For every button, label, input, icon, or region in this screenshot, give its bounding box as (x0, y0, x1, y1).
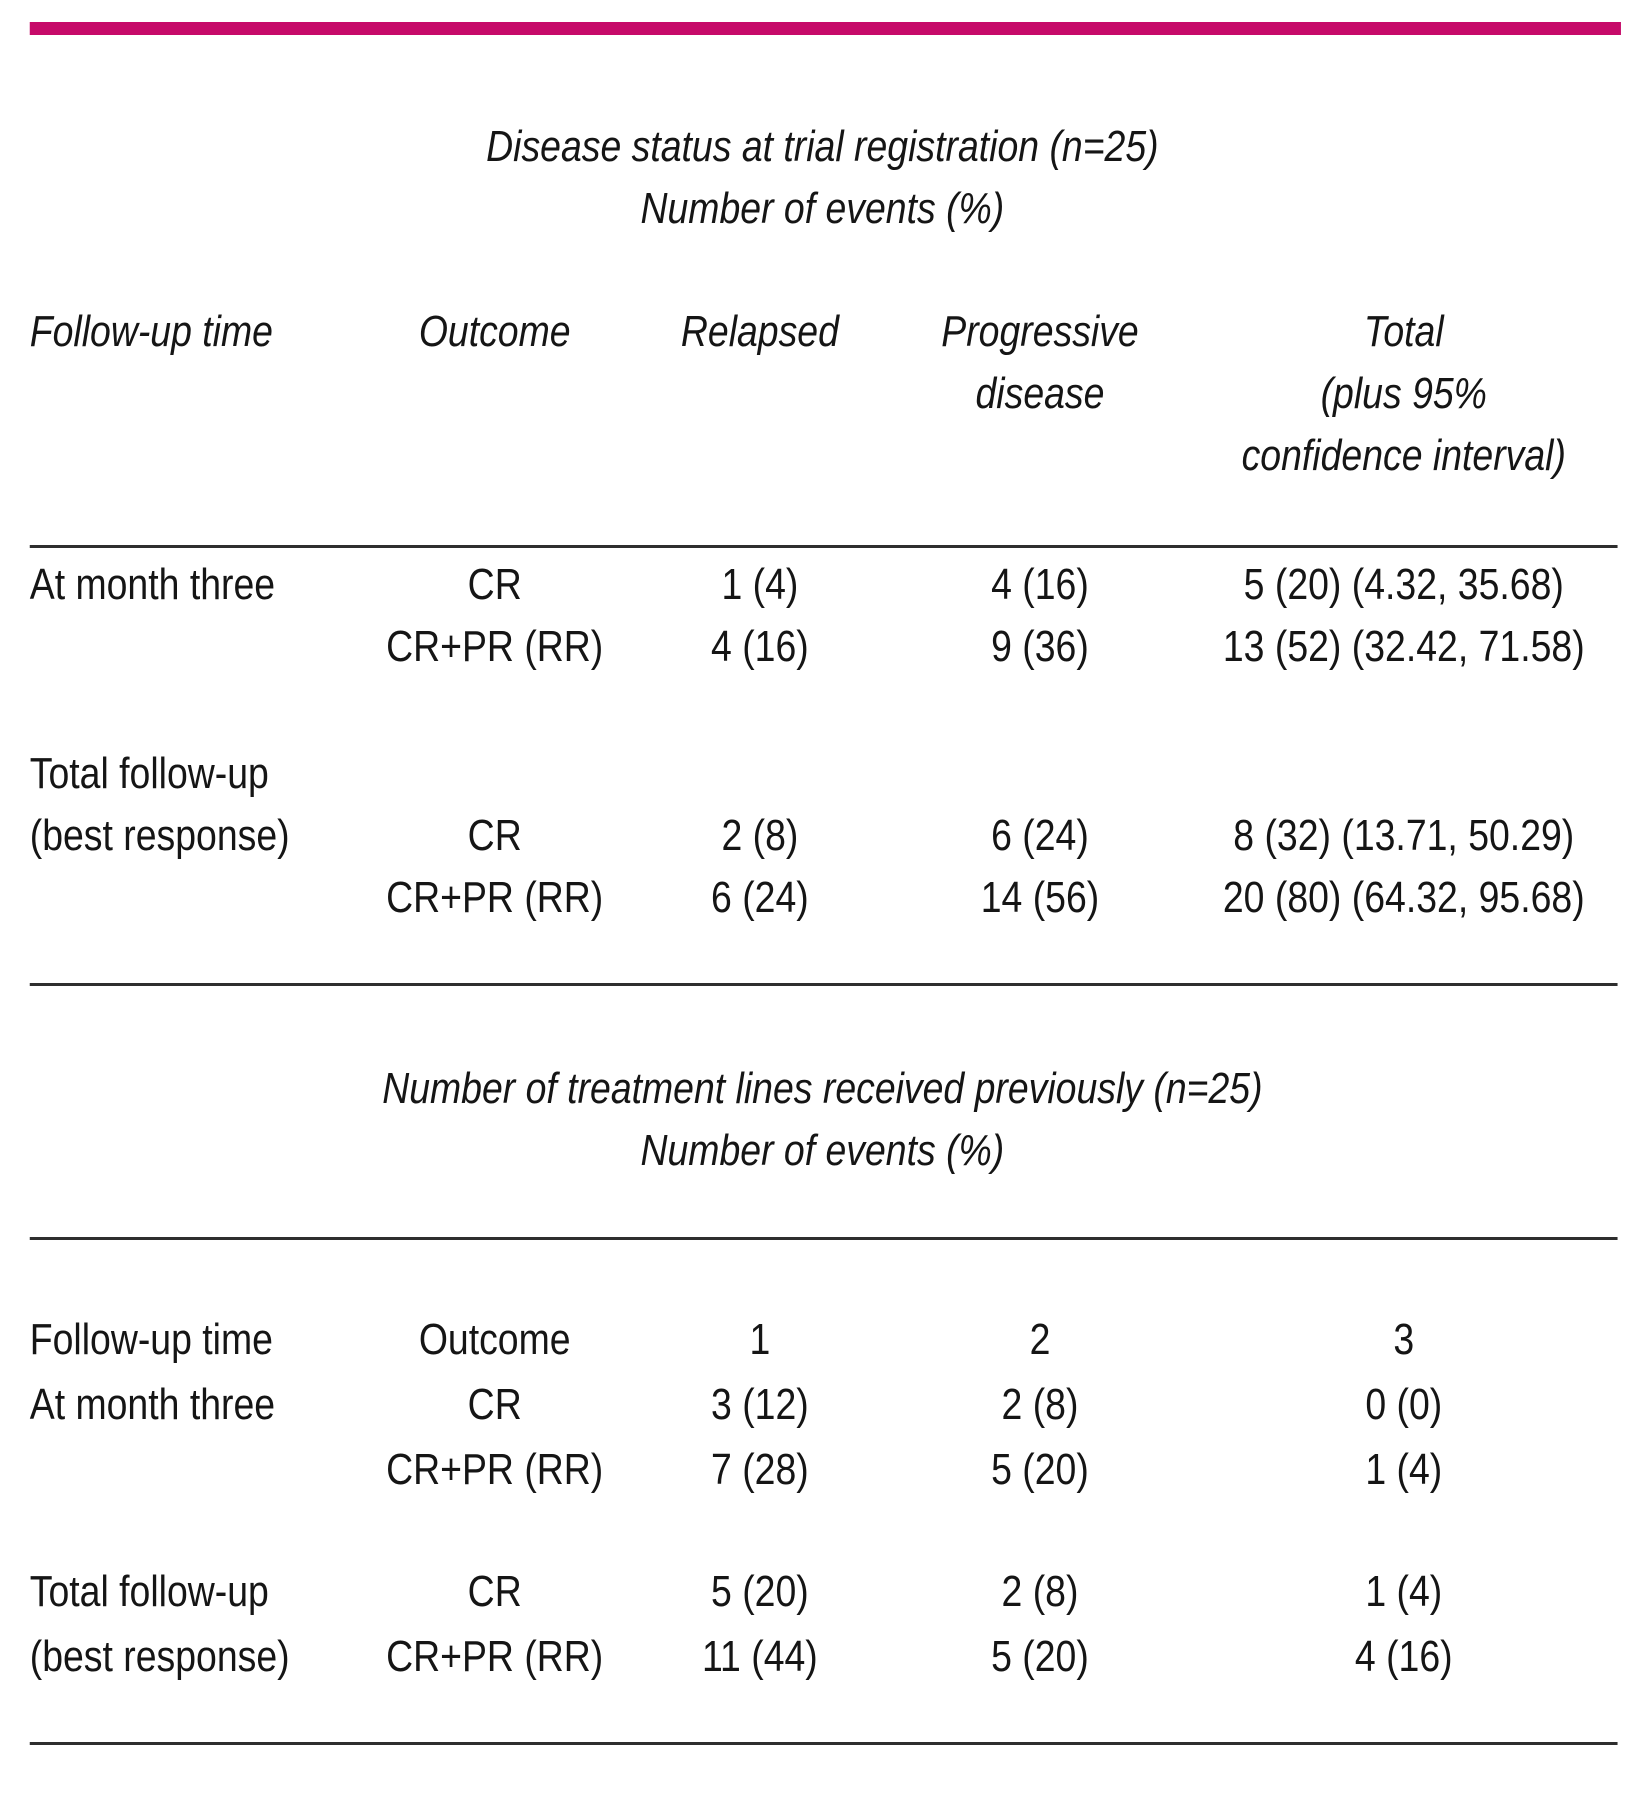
table2-r0-v1: 3 (12) (711, 1380, 809, 1429)
table1-header-total-ci (1190, 301, 1618, 487)
table2-r2-followup: Total follow-up (29, 1567, 269, 1616)
table2-r2-outcome: CR (467, 1567, 522, 1616)
table1-r0-followup: At month three (29, 560, 276, 609)
table1-header-progressive-disease (890, 301, 1190, 487)
table2-header-outcome: Outcome (418, 1315, 571, 1364)
table1-r4-relapsed: 6 (24) (711, 873, 809, 922)
table-row (30, 1624, 1618, 1689)
table1-r3-outcome: CR (467, 811, 522, 860)
table1-header-total-line2: (plus 95% (1320, 369, 1487, 418)
table-row (30, 867, 1618, 929)
table1-r2-relapsed (630, 743, 890, 805)
table1-r4-total: 20 (80) (64.32, 95.68) (1222, 873, 1585, 922)
table-row (30, 1437, 1618, 1502)
table2-r3-v1: 11 (44) (702, 1632, 818, 1681)
table1-r1-followup (30, 616, 360, 678)
table2-r3-followup: (best response) (29, 1632, 290, 1681)
table1-header-progressive-line2: disease (975, 369, 1105, 418)
table2-r1-v3: 1 (4) (1365, 1445, 1443, 1494)
table2-r1-outcome: CR+PR (RR) (386, 1445, 604, 1494)
table2-header-followup-time: Follow-up time (29, 1315, 273, 1364)
table2-title-line2: Number of events (%) (640, 1126, 1005, 1175)
table2-r2-v1: 5 (20) (711, 1567, 809, 1616)
table1-title (0, 116, 1645, 240)
table2-header-lines-1: 1 (749, 1315, 771, 1364)
table2-r3-v3: 4 (16) (1354, 1632, 1453, 1681)
table1-body (30, 554, 1618, 929)
table2-header-lines-2: 2 (1029, 1315, 1051, 1364)
table1-r2-followup: Total follow-up (29, 749, 269, 798)
table1-title-line1: Disease status at trial registration (n=25) (486, 122, 1159, 171)
table2-group-spacer (30, 1502, 1618, 1559)
table2-r0-followup: At month three (29, 1380, 276, 1429)
table1-r1-progressive: 9 (36) (991, 622, 1089, 671)
table1-r2-progressive (890, 743, 1190, 805)
table1-r3-relapsed: 2 (8) (721, 811, 799, 860)
table-row (30, 743, 1618, 805)
table2-r3-v2: 5 (20) (991, 1632, 1089, 1681)
table2-r0-outcome: CR (467, 1380, 522, 1429)
table1-r4-outcome: CR+PR (RR) (386, 873, 604, 922)
page (0, 22, 1645, 1745)
table-row (30, 554, 1618, 616)
table2-r3-outcome: CR+PR (RR) (386, 1632, 604, 1681)
table1-r3-progressive: 6 (24) (991, 811, 1089, 860)
table1-header-total-line3: confidence interval) (1241, 431, 1566, 480)
table1-header-followup-time: Follow-up time (29, 307, 273, 356)
table-row (30, 805, 1618, 867)
table1-r0-total: 5 (20) (4.32, 35.68) (1243, 560, 1564, 609)
table1-header-row (30, 301, 1618, 487)
table1-r3-total: 8 (32) (13.71, 50.29) (1233, 811, 1575, 860)
table1-r2-outcome (360, 743, 630, 805)
table1-r0-outcome: CR (467, 560, 522, 609)
table1-header-progressive-line1: Progressive (941, 307, 1139, 356)
table2-r1-v2: 5 (20) (991, 1445, 1089, 1494)
table2-title (0, 1058, 1645, 1182)
table-row (30, 616, 1618, 678)
table2-r0-v3: 0 (0) (1365, 1380, 1443, 1429)
table1-bottom-rule (30, 983, 1618, 986)
table1-title-line2: Number of events (%) (640, 184, 1005, 233)
table1-r1-relapsed: 4 (16) (711, 622, 809, 671)
table-row (30, 1559, 1618, 1624)
table1-r4-followup (30, 867, 360, 929)
table2-title-line1: Number of treatment lines received previously (n=25) (382, 1064, 1263, 1113)
table1-r2-total (1190, 743, 1618, 805)
accent-top-bar (30, 22, 1621, 35)
table1-group-spacer (30, 678, 1618, 743)
table-row (30, 1372, 1618, 1437)
table1-header-total-line1: Total (1363, 307, 1444, 356)
table2-r2-v2: 2 (8) (1001, 1567, 1079, 1616)
table1-r0-progressive: 4 (16) (991, 560, 1089, 609)
table2-r2-v3: 1 (4) (1365, 1567, 1443, 1616)
table2-header-row (30, 1307, 1618, 1372)
table2-header-lines-3: 3 (1393, 1315, 1415, 1364)
table1-r0-relapsed: 1 (4) (721, 560, 799, 609)
table2-bottom-rule (30, 1742, 1618, 1745)
table2-body (30, 1307, 1618, 1689)
table2-r1-v1: 7 (28) (711, 1445, 809, 1494)
table1-r1-outcome: CR+PR (RR) (386, 622, 604, 671)
table1-r1-total: 13 (52) (32.42, 71.58) (1222, 622, 1585, 671)
table1-header-relapsed: Relapsed (680, 307, 839, 356)
table2-r1-followup (30, 1437, 360, 1502)
table1-r3-followup: (best response) (29, 811, 290, 860)
table2-top-rule (30, 1237, 1618, 1240)
table2-r0-v2: 2 (8) (1001, 1380, 1079, 1429)
table1-header-outcome: Outcome (418, 307, 571, 356)
table1-top-rule (30, 545, 1618, 548)
table1-r4-progressive: 14 (56) (980, 873, 1100, 922)
